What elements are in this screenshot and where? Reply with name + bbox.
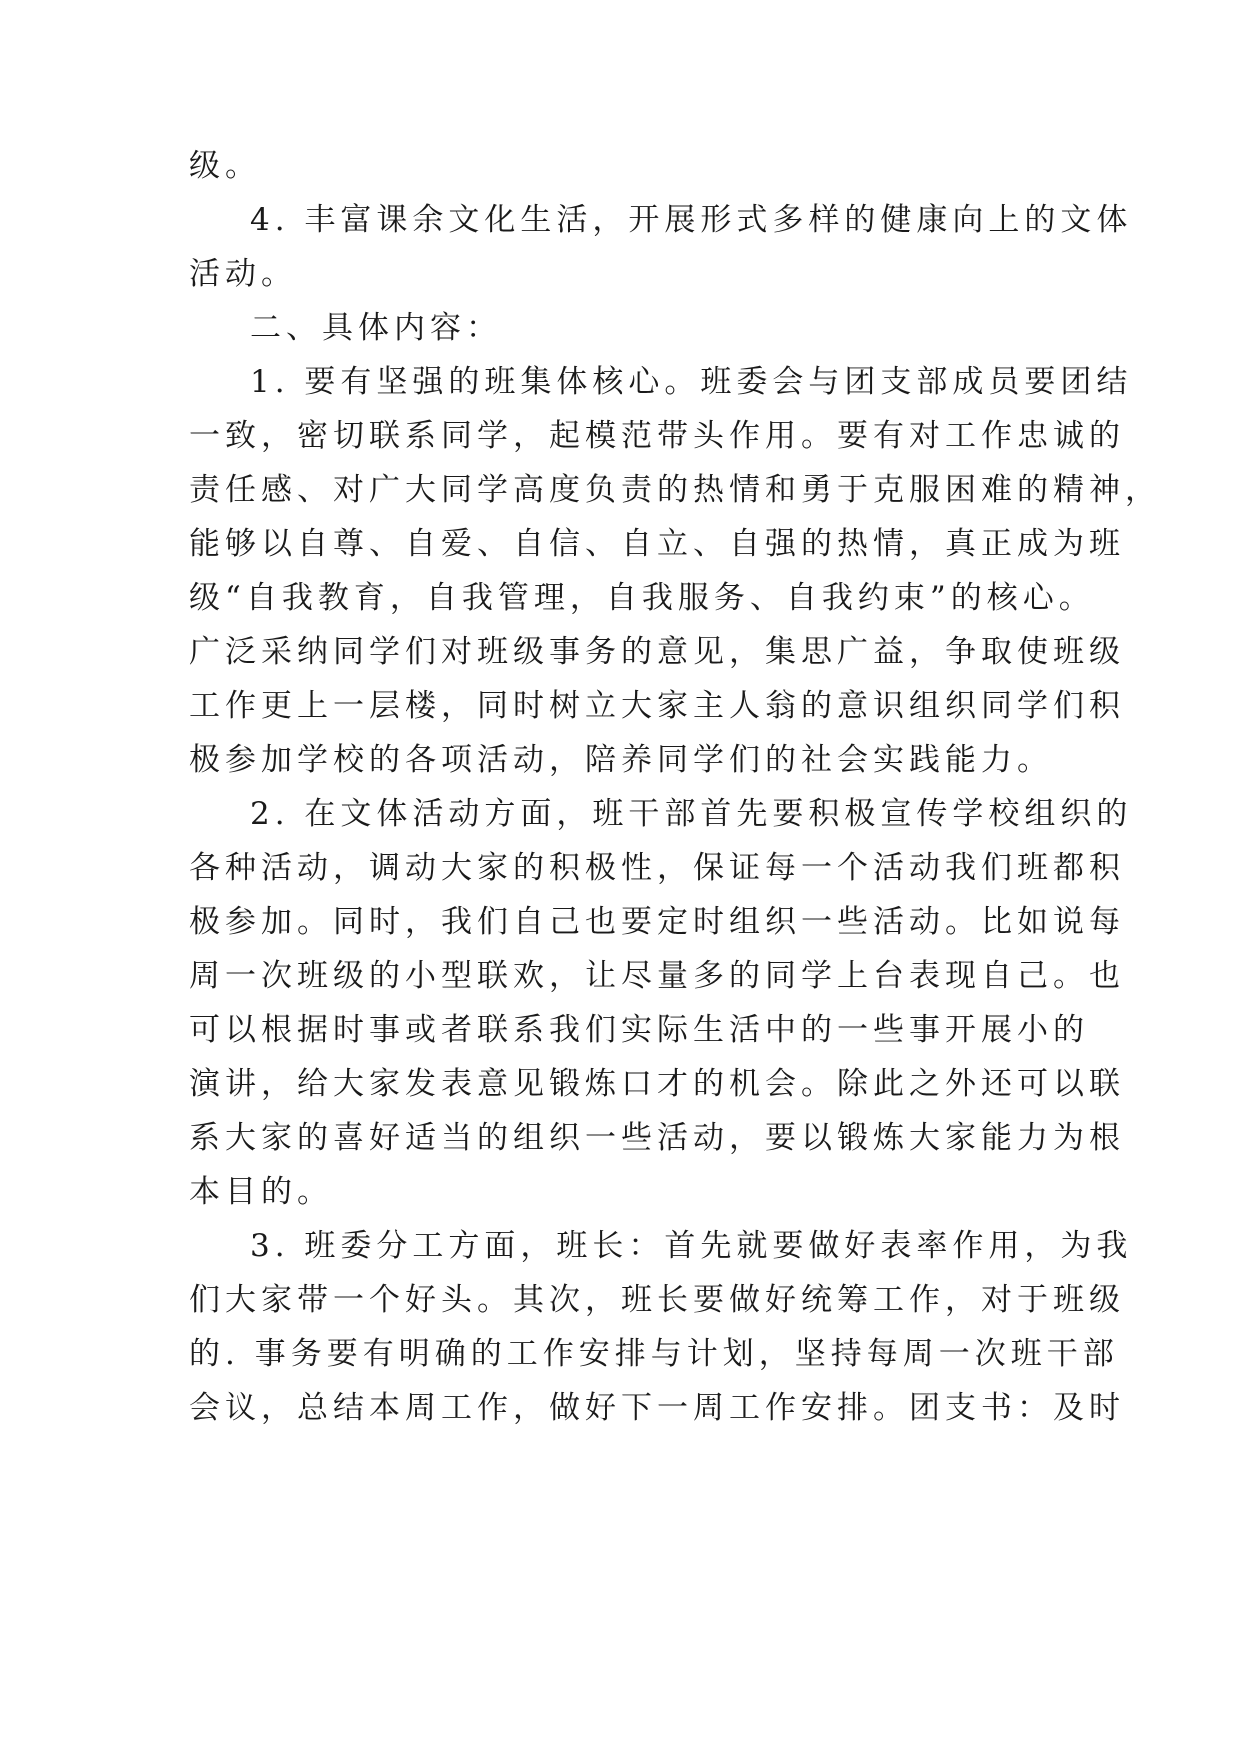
section-heading: 二、具体内容： — [250, 310, 502, 346]
text-line: 的. 事务要有明确的工作安排与计划，坚持每周一次班干部 — [189, 1336, 1119, 1372]
text-line: 极参加。同时，我们自己也要定时组织一些活动。比如说每 — [189, 904, 1125, 940]
text-line: 本目的。 — [189, 1174, 333, 1210]
paragraph-4-start: 4. 丰富课余文化生活，开展形式多样的健康向上的文体 — [250, 202, 1133, 238]
paragraph-1-start: 1. 要有坚强的班集体核心。班委会与团支部成员要团结 — [250, 364, 1133, 400]
text-line: 活动。 — [189, 256, 297, 292]
text-line: 们大家带一个好头。其次，班长要做好统筹工作，对于班级 — [189, 1282, 1125, 1318]
text-line: 演讲，给大家发表意见锻炼口才的机会。除此之外还可以联 — [189, 1066, 1125, 1102]
text-line: 一致，密切联系同学，起模范带头作用。要有对工作忠诚的 — [189, 418, 1125, 454]
text-line: 能够以自尊、自爱、自信、自立、自强的热情，真正成为班 — [189, 526, 1125, 562]
text-line: 级。 — [189, 148, 261, 184]
text-line: 系大家的喜好适当的组织一些活动，要以锻炼大家能力为根 — [189, 1120, 1125, 1156]
text-line: 可以根据时事或者联系我们实际生活中的一些事开展小的 — [189, 1012, 1089, 1048]
paragraph-3-start: 3. 班委分工方面，班长：首先就要做好表率作用，为我 — [250, 1228, 1133, 1264]
text-line: 各种活动，调动大家的积极性，保证每一个活动我们班都积 — [189, 850, 1125, 886]
paragraph-2-start: 2. 在文体活动方面，班干部首先要积极宣传学校组织的 — [250, 796, 1133, 832]
text-line: 责任感、对广大同学高度负责的热情和勇于克服困难的精神， — [189, 472, 1161, 508]
text-line: 周一次班级的小型联欢，让尽量多的同学上台表现自己。也 — [189, 958, 1125, 994]
text-line: 工作更上一层楼，同时树立大家主人翁的意识组织同学们积 — [189, 688, 1125, 724]
text-line: 广泛采纳同学们对班级事务的意见，集思广益，争取使班级 — [189, 634, 1125, 670]
text-line: 极参加学校的各项活动，陪养同学们的社会实践能力。 — [189, 742, 1053, 778]
text-line: 级“自我教育，自我管理，自我服务、自我约束”的核心。 — [189, 580, 1095, 616]
text-line: 会议，总结本周工作，做好下一周工作安排。团支书：及时 — [189, 1390, 1125, 1426]
